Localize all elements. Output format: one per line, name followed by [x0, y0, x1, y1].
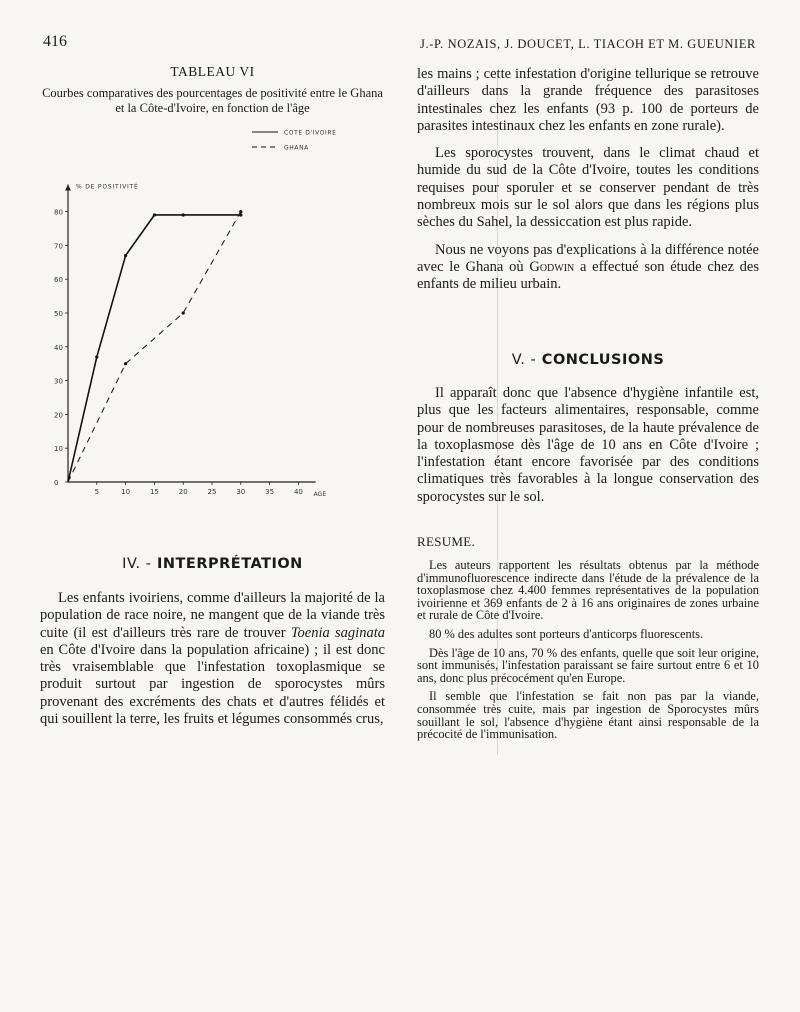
author-name-godwin: Godwin [529, 258, 575, 275]
y-tick-label: 40 [54, 343, 63, 352]
x-tick-label: 30 [236, 488, 246, 496]
resume-paragraph-4: Il semble que l'infestation se fait non pas par la viande, consommée très cuite, mais par ingestion de Sporocystes mûrs souillant le sol, l'absence d'hygiène étant ainsi responsable de la précocité de l'immunisation. [417, 689, 759, 742]
heading-text: INTERPRÉTATION [157, 556, 303, 572]
chart-svg [38, 130, 383, 505]
conclusions-section [417, 352, 759, 506]
y-axis-arrow [65, 185, 71, 191]
series-line-ghana [68, 212, 241, 482]
y-tick-label: 10 [54, 445, 63, 454]
heading-text: CONCLUSIONS [541, 352, 665, 368]
y-axis-label: % DE POSITIVITÉ [76, 183, 139, 191]
interpretation-italic: Toenia saginata [290, 624, 385, 641]
y-tick-label: 60 [54, 276, 63, 285]
y-tick-label: 70 [54, 242, 63, 251]
y-tick-label: 80 [54, 208, 63, 217]
x-tick-label: 15 [149, 488, 159, 496]
page-number: 416 [43, 33, 67, 50]
data-point [182, 213, 185, 216]
y-tick-label: 20 [54, 411, 63, 420]
figure-caption: Courbes comparatives des pourcentages de positivité entre le Ghana et la Côte-d'Ivoire, en fonction de l'âge [42, 86, 383, 115]
resume-label: RESUME. [417, 534, 476, 549]
right-paragraph-2: Les sporocystes trouvent, dans le climat chaud et humide du sud de la Côte d'Ivoire, toutes les conditions requises pour sporuler et se conserver pendant de très nombreux mois sur le sol alors que dans les régions plus sèches du Sahel, la dessiccation est plus rapide. [417, 145, 759, 231]
y-tick-label: 30 [54, 377, 63, 386]
data-point [95, 355, 98, 358]
figure-block [40, 64, 385, 116]
data-point [182, 311, 185, 314]
heading-number: V. - [511, 352, 537, 368]
data-point [239, 210, 242, 213]
legend-label: COTE D'IVOIRE [284, 130, 337, 137]
interpretation-paragraph [40, 590, 385, 728]
y-tick-label: 50 [54, 310, 63, 318]
resume-section [417, 534, 759, 741]
y-tick-label: 0 [54, 479, 59, 487]
x-tick-label: 5 [94, 488, 100, 496]
scan-fold-line [497, 75, 498, 755]
table-title: TABLEAU VI [170, 64, 255, 79]
interpretation-text-b: en Côte d'Ivoire dans la population africaine) ; il est donc très vraisemblable que l'infestation toxoplasmique se produit surtout par ingestion de sporocystes mûrs provenant des excréments des chats et d'autres félidés et qui souillent la terre, les fruits et légumes consommés crus, [40, 641, 385, 728]
x-tick-label: 10 [121, 488, 131, 496]
legend-label: GHANA [284, 144, 309, 152]
interpretation-section [40, 556, 385, 728]
right-paragraph-3 [417, 242, 759, 294]
data-point [124, 362, 127, 365]
series-line-cote-divoire [68, 215, 241, 482]
right-column-top [417, 66, 759, 294]
resume-paragraph-2: 80 % des adultes sont porteurs d'anticorps fluorescents. [429, 626, 704, 641]
resume-paragraph-1: Les auteurs rapportent les résultats obtenus par la méthode d'immunofluorescence indirecte dans l'étude de la prévalence de la toxoplasmose chez 4.400 femmes représentatives de la population ivoirienne et 369 enfants de 2 à 16 ans originaires de zones urbaine et rurale de Côte d'Ivoire. [417, 558, 759, 623]
para3-text-b: a effectué son étude chez des enfants de milieu urbain. [417, 258, 759, 293]
data-point [124, 254, 127, 257]
para3-text-a: Nous ne voyons pas d'explications à la différence notée avec le Ghana où [417, 241, 759, 275]
heading-number: IV. - [122, 556, 152, 572]
x-axis-label: AGE [313, 491, 327, 498]
positivity-chart [38, 130, 383, 505]
x-tick-label: 20 [178, 488, 188, 496]
data-point [153, 213, 156, 216]
x-tick-label: 35 [265, 488, 275, 496]
x-tick-label: 25 [207, 488, 217, 496]
conclusions-heading [417, 352, 759, 368]
interpretation-heading [40, 556, 385, 572]
interpretation-text-a: Les enfants ivoiriens, comme d'ailleurs la majorité de la population de race noire, ne mangent que de la viande très cuite (il est d'ailleurs très rare de trouver [40, 590, 385, 641]
conclusions-paragraph: Il apparaît donc que l'absence d'hygiène infantile est, plus que les facteurs alimentaires, responsable, comme pour de nombreuses parasitoses, de la haute prévalence de la toxoplasmose dès l'âge de 10 ans en Côte d'Ivoire ; l'infestation étant encore favorisée par des conditions climatiques très favorables à la longue conservation des sporocystes sur le sol. [417, 385, 759, 505]
right-paragraph-1: les mains ; cette infestation d'origine tellurique se retrouve d'ailleurs dans la grande fréquence des parasitoses intestinales chez les enfants (93 p. 100 de porteurs de parasites intestinaux chez les enfants en zone rurale). [417, 66, 759, 134]
running-head: J.-P. NOZAIS, J. DOUCET, L. TIACOH ET M. GUEUNIER [420, 37, 756, 51]
x-tick-label: 40 [293, 488, 303, 496]
resume-paragraph-3: Dès l'âge de 10 ans, 70 % des enfants, quelle que soit leur origine, sont immunisés, l'infestation paraissant se faire surtout entre 6 et 10 ans, donc plus précocément qu'en Europe. [417, 645, 759, 685]
